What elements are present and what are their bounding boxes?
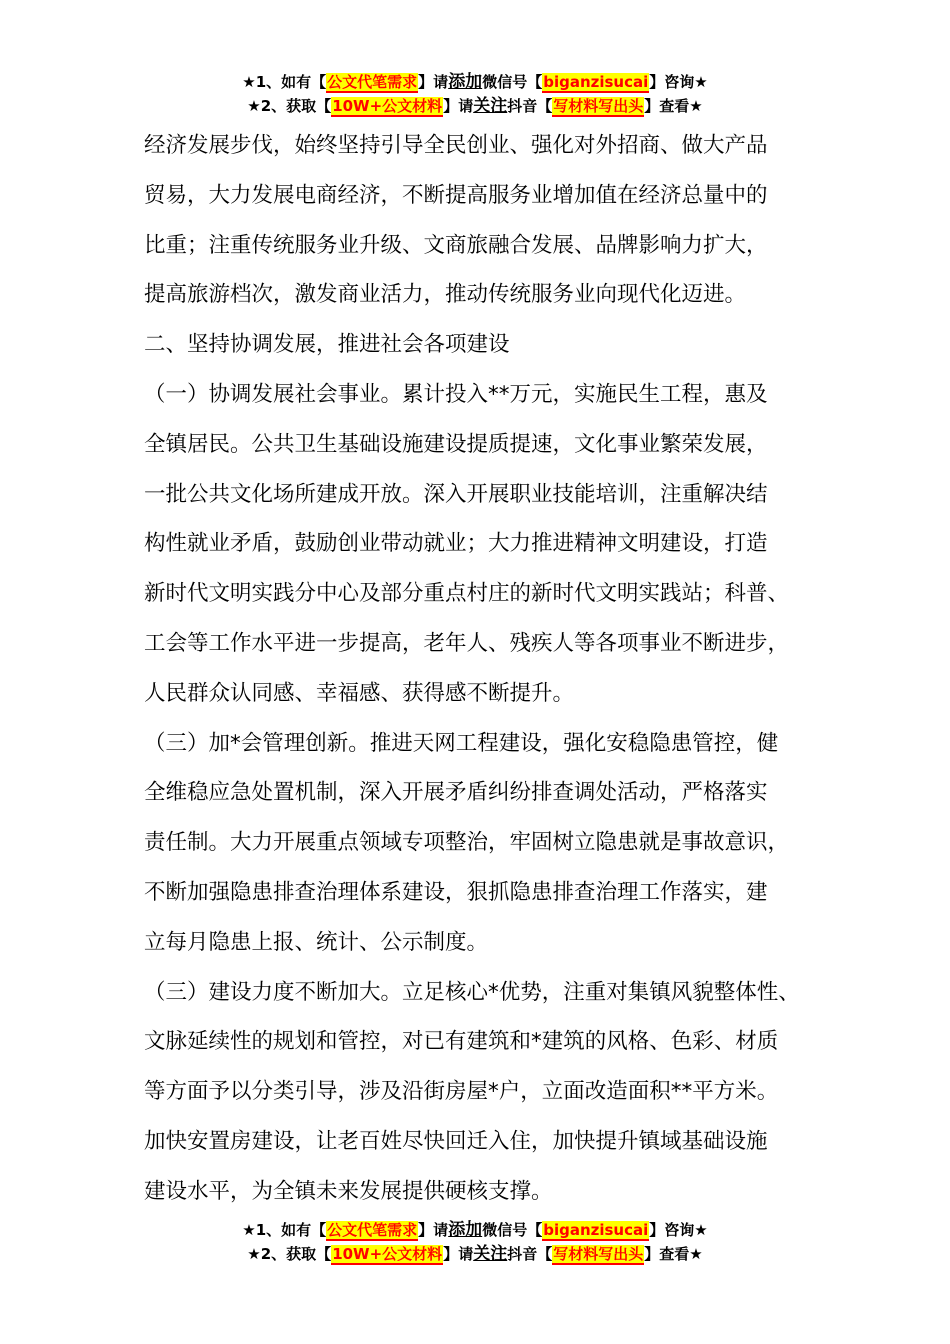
banner-text: ★2、获取【	[247, 97, 332, 115]
banner-highlight: 写材料写出头	[553, 1245, 644, 1263]
body-line: 等方面予以分类引导，涉及沿街房屋*户，立面改造面积**平方米。	[144, 1079, 779, 1105]
banner-underlined-text: 关注	[473, 96, 508, 116]
body-line: 不断加强隐患排查治理体系建设，狠抓隐患排查治理工作落实，建	[144, 879, 768, 905]
banner-underlined-text: 关注	[473, 1244, 508, 1264]
banner-highlight: 公文代笔需求	[327, 73, 418, 91]
body-line: （一）协调发展社会事业。累计投入**万元，实施民生工程，惠及	[144, 381, 768, 407]
body-line: 立每月隐患上报、统计、公示制度。	[144, 929, 489, 955]
body-line: 全维稳应急处置机制，深入开展矛盾纠纷排查调处活动，严格落实	[144, 780, 768, 806]
banner-line-1	[0, 1218, 950, 1242]
footer-banner	[0, 1218, 950, 1266]
banner-text: 】查看★	[644, 97, 703, 115]
banner-highlight: 10W+公文材料	[332, 97, 443, 115]
banner-text: 】请	[418, 1221, 449, 1239]
banner-highlight: biganzisucai	[543, 73, 649, 91]
banner-highlight: 写材料写出头	[553, 97, 644, 115]
body-line: 经济发展步伐，始终坚持引导全民创业、强化对外招商、做大产品	[144, 133, 768, 158]
body-line: （三）建设力度不断加大。立足核心*优势，注重对集镇风貌整体性、	[144, 979, 800, 1005]
banner-text: 微信号【	[482, 1221, 543, 1239]
banner-highlight: 公文代笔需求	[327, 1221, 418, 1239]
banner-text: 】咨询★	[649, 1221, 708, 1239]
body-line: 提高旅游档次，激发商业活力，推动传统服务业向现代化迈进。	[144, 282, 747, 308]
body-line: 二、坚持协调发展，推进社会各项建设	[144, 332, 510, 358]
body-line: 文脉延续性的规划和管控，对已有建筑和*建筑的风格、色彩、材质	[144, 1029, 779, 1055]
banner-underlined-text: 添加	[448, 1220, 483, 1240]
body-line: 全镇居民。公共卫生基础设施建设提质提速，文化事业繁荣发展，	[144, 431, 768, 457]
banner-text: 】查看★	[644, 1245, 703, 1263]
banner-line-2	[0, 94, 950, 118]
body-line: 建设水平，为全镇未来发展提供硬核支撑。	[144, 1178, 553, 1204]
banner-underlined-text: 添加	[448, 72, 483, 92]
banner-text: ★1、如有【	[242, 73, 327, 91]
document-body	[144, 121, 834, 1217]
body-line: 加快安置房建设，让老百姓尽快回迁入住，加快提升镇域基础设施	[144, 1128, 768, 1154]
banner-text: 】咨询★	[649, 73, 708, 91]
banner-line-2	[0, 1242, 950, 1266]
header-banner	[0, 70, 950, 118]
banner-text: ★2、获取【	[247, 1245, 332, 1263]
body-line: 贸易，大力发展电商经济，不断提高服务业增加值在经济总量中的	[144, 182, 768, 208]
banner-text: 】请	[443, 1245, 474, 1263]
body-line: 构性就业矛盾，鼓励创业带动就业；大力推进精神文明建设，打造	[144, 531, 768, 557]
banner-highlight: 10W+公文材料	[332, 1245, 443, 1263]
banner-text: ★1、如有【	[242, 1221, 327, 1239]
banner-text: 微信号【	[482, 73, 543, 91]
body-line: 比重；注重传统服务业升级、文商旅融合发展、品牌影响力扩大，	[144, 232, 768, 258]
body-line: 责任制。大力开展重点领域专项整治，牢固树立隐患就是事故意识，	[144, 830, 790, 856]
body-line: （三）加*会管理创新。推进天网工程建设，强化安稳隐患管控，健	[144, 730, 779, 756]
body-line: 人民群众认同感、幸福感、获得感不断提升。	[144, 680, 575, 706]
body-line: 工会等工作水平进一步提高，老年人、残疾人等各项事业不断进步，	[144, 630, 790, 656]
banner-text: 抖音【	[507, 1245, 553, 1263]
body-line: 新时代文明实践分中心及部分重点村庄的新时代文明实践站；科普、	[144, 581, 790, 607]
banner-highlight: biganzisucai	[543, 1221, 649, 1239]
banner-text: 】请	[418, 73, 449, 91]
banner-text: 】请	[443, 97, 474, 115]
banner-text: 抖音【	[507, 97, 553, 115]
body-line: 一批公共文化场所建成开放。深入开展职业技能培训，注重解决结	[144, 481, 768, 507]
banner-line-1	[0, 70, 950, 94]
